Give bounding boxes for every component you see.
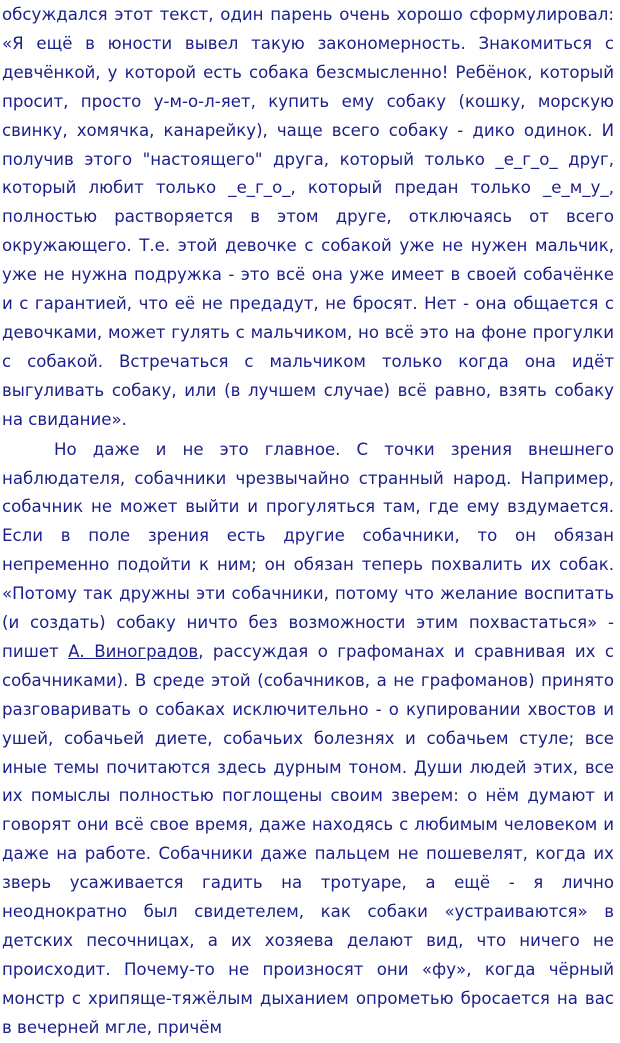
author-link[interactable]: А. Виноградов <box>68 641 199 661</box>
paragraph-dog-owner-quote <box>2 0 614 435</box>
paragraph-dog-owners-strange-people <box>2 435 614 1043</box>
paragraph-text-before-link: Но даже и не это главное. С точки зрения внешнего наблюдателя, собачники чрезвычайно странный народ. Например, собачник не может выйти и прогуляться там, где ему вздумается. Если в поле зрения есть другие собачники, то он обязан непременно подойти к ним; он обязан теперь похвалить их собак. «Потому так дружны эти собачники, потому что желание воспитать (и создать) собаку ничто без возможности этим похвастаться» - пишет <box>2 439 614 661</box>
paragraph-text: обсуждался этот текст, один парень очень хорошо сформулировал: «Я ещё в юности вывел такую закономерность. Знакомиться с девчёнкой, у которой есть собака безсмысленно! Ребёнок, который просит, просто у-м-о-л-яет, купить ему собаку (кошку, морскую свинку, хомячка, канарейку), чаще всего собаку - дико одинок. И получив этого "настоящего" друга, который только _е_г_о_ друг, который любит только _е_г_о_, который предан только _е_м_у_, полностью растворяется в этом друге, отключаясь от всего окружающего. Т.е. этой девочке с собакой уже не нужен мальчик, уже не нужна подружка - это всё она уже имеет в своей собачёнке и с гарантией, что её не предадут, не бросят. Нет - она общается с девочками, может гулять с мальчиком, но всё это на фоне прогулки с собакой. Встречаться с мальчиком только когда она идёт выгуливать собаку, или (в лучшем случае) всё равно, взять собаку на свидание». <box>2 5 614 429</box>
paragraph-text-after-link: , рассуждая о графоманах и сравнивая их с собачниками). В среде этой (собачников, а не графоманов) принято разговаривать о собаках исключительно - о купировании хвостов и ушей, собачьей диете, собачьих болезнях и собачьем стуле; все иные темы почитаются здесь дурным тоном. Души людей этих, все их помыслы полностью поглощены своим зверем: о нём думают и говорят они всё свое время, даже находясь с любимым человеком и даже на работе. Собачники даже пальцем не пошевелят, когда их зверь усаживается гадить на тротуаре, а ещё - я лично неоднократно был свидетелем, как собаки «устраиваются» в детских песочницах, а их хозяева делают вид, что ничего не происходит. Почему-то не произносят они «фу», когда чёрный монстр с хрипяще-тяжёлым дыханием опрометью бросается на вас в вечерней мгле, причём <box>2 641 615 1037</box>
